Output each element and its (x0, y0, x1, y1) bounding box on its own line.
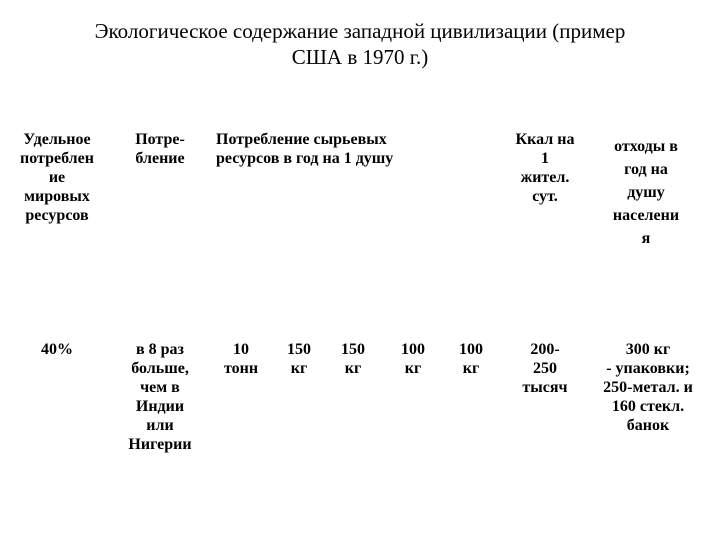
header-raw-resources-line: Потребление сырьевых (216, 131, 387, 148)
row-consumption-line: Нигерии (128, 436, 192, 453)
header-kcal-line: Ккал на (515, 131, 575, 148)
row-consumption (112, 340, 208, 454)
row-waste-line: - упаковки; (606, 360, 690, 377)
row-consumption-line: чем в (140, 379, 180, 396)
resource-value-5 (446, 340, 496, 378)
resource-value-3 (328, 340, 378, 378)
resource-value-2 (274, 340, 324, 378)
slide-title-line-1: Экологическое содержание западной цивилизации (пример (94, 19, 626, 43)
header-waste-line: отходы в (614, 138, 678, 155)
row-waste-line: банок (626, 417, 670, 434)
resource-amount: 150 (287, 341, 311, 358)
header-share (6, 130, 108, 225)
row-consumption-line: или (146, 417, 174, 434)
header-kcal-line: 1 (541, 150, 549, 167)
row-waste (582, 340, 714, 435)
row-kcal-line: 250 (533, 360, 557, 377)
header-waste-line: населени (612, 207, 680, 224)
row-consumption-line: в 8 раз (136, 341, 184, 358)
row-share-value: 40% (41, 341, 73, 358)
row-kcal-line: тысяч (522, 379, 568, 396)
header-raw-resources (216, 130, 476, 168)
header-raw-resources-line: ресурсов в год на 1 душу (216, 150, 394, 167)
header-share-line: ресурсов (25, 207, 89, 224)
resource-unit: тонн (223, 360, 259, 377)
resource-amount: 100 (401, 341, 425, 358)
row-waste-line: 160 стекл. (611, 398, 685, 415)
resource-unit: кг (404, 360, 422, 377)
row-consumption-line: Индии (135, 398, 185, 415)
resource-value-4 (388, 340, 438, 378)
header-kcal (498, 130, 592, 206)
resource-unit: кг (344, 360, 362, 377)
row-consumption-line: больше, (131, 360, 189, 377)
resource-unit: кг (462, 360, 480, 377)
header-waste (596, 135, 696, 250)
header-kcal-line: жител. (520, 169, 570, 186)
row-kcal-line: 200- (530, 341, 560, 358)
header-kcal-line: сут. (532, 188, 558, 205)
header-share-line: мировых (24, 188, 90, 205)
header-waste-line: я (641, 230, 651, 247)
row-kcal (500, 340, 590, 397)
header-share-line: Удельное (23, 131, 91, 148)
slide-title-line-2: США в 1970 г.) (291, 45, 429, 69)
header-waste-line: душу (627, 184, 665, 201)
header-waste-line: год на (624, 161, 668, 178)
resource-value-1 (212, 340, 270, 378)
header-consumption-line: Потре- (135, 131, 185, 148)
resource-amount: 100 (459, 341, 483, 358)
header-share-line: ие (48, 169, 66, 186)
resource-amount: 150 (341, 341, 365, 358)
header-consumption (120, 130, 200, 168)
header-consumption-line: бление (135, 150, 185, 167)
resource-unit: кг (290, 360, 308, 377)
resource-amount: 10 (233, 341, 249, 358)
slide-title (0, 18, 720, 70)
header-share-line: потреблен (20, 150, 94, 167)
row-waste-line: 300 кг (625, 341, 671, 358)
row-waste-line: 250-метал. и (603, 379, 693, 396)
